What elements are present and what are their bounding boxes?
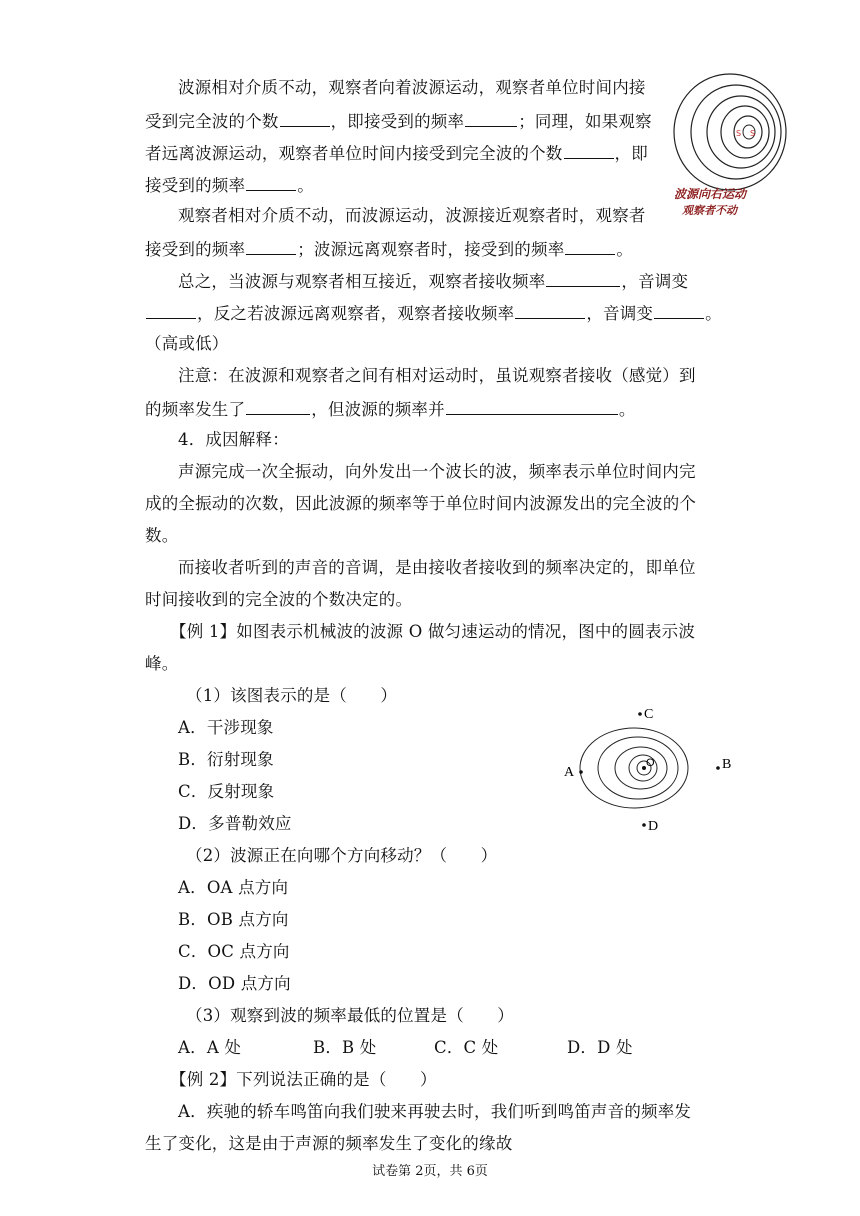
answer-option[interactable]: D．OD 点方向 — [178, 974, 291, 993]
point-b — [716, 766, 720, 770]
text-fragment: 总之，当波源与观察者相互接近，观察者接收频率 — [178, 272, 546, 291]
answer-option[interactable]: A．干涉现象 — [178, 718, 274, 737]
point-label-b: B — [722, 757, 732, 772]
answer-option[interactable]: D．多普勒效应 — [178, 814, 292, 833]
text-fragment: ；波源远离观察者时，接受到的频率 — [297, 240, 565, 259]
question: （1）该图表示的是（ ） — [186, 686, 398, 705]
text-line — [145, 302, 722, 324]
fill-blank[interactable] — [446, 398, 618, 415]
example-heading: 【例 1】如图表示机械波的波源 O 做匀速运动的情况，图中的圆表示波 — [170, 622, 696, 641]
observer-label: S — [736, 129, 742, 138]
text-line: 观察者相对介质不动，而波源运动，波源接近观察者时，观察者 — [178, 206, 646, 225]
fill-blank[interactable] — [246, 238, 296, 255]
text-line: 生了变化，这是由于声源的频率发生了变化的缘故 — [145, 1134, 513, 1153]
point-a — [579, 770, 583, 774]
answer-option[interactable]: A．A 处 — [178, 1038, 242, 1057]
text-line — [145, 110, 652, 132]
answer-option[interactable]: B．B 处 — [313, 1038, 377, 1057]
text-fragment: 受到完全波的个数 — [145, 112, 279, 131]
wavefront — [598, 737, 678, 799]
point-label-c: C — [644, 707, 654, 722]
answer-option[interactable]: C．C 处 — [434, 1038, 499, 1057]
text-line: 而接收者听到的声音的音调，是由接收者接收到的频率决定的，即单位 — [178, 558, 696, 577]
text-fragment: ，即接受到的频率 — [330, 112, 465, 131]
doppler-figure — [672, 66, 794, 222]
fill-blank[interactable] — [465, 110, 517, 127]
fill-blank[interactable] — [246, 174, 296, 191]
wave-source-figure — [560, 700, 740, 840]
text-fragment: 者远离波源运动，观察者单位时间内接受到完全波的个数 — [145, 144, 563, 163]
section-heading: 4．成因解释： — [178, 430, 289, 449]
text-fragment: ，即 — [614, 144, 648, 163]
text-fragment: ；同理，如果观察 — [518, 112, 652, 131]
source-label: S — [750, 129, 756, 138]
answer-option[interactable]: A．OA 点方向 — [178, 878, 289, 897]
text-fragment: 接受到的频率 — [145, 176, 246, 195]
answer-option[interactable]: C．反射现象 — [178, 782, 275, 801]
fill-blank[interactable] — [546, 270, 620, 287]
wavefront — [580, 728, 688, 808]
example-heading: 【例 2】下列说法正确的是（ ） — [170, 1070, 437, 1089]
text-line: （高或低） — [145, 334, 229, 353]
text-line: 数。 — [145, 526, 179, 545]
text-fragment: 。 — [618, 400, 636, 419]
text-fragment: 接受到的频率 — [145, 240, 246, 259]
text-line: 声源完成一次全振动，向外发出一个波长的波，频率表示单位时间内完 — [178, 462, 696, 481]
text-line — [178, 270, 688, 292]
point-label-o: O — [646, 757, 655, 769]
text-line — [145, 142, 648, 164]
answer-option[interactable]: C．OC 点方向 — [178, 942, 290, 961]
text-line: 峰。 — [145, 654, 179, 673]
text-line — [145, 174, 314, 196]
answer-option[interactable]: D．D 处 — [567, 1038, 633, 1057]
text-fragment: ，音调变 — [621, 272, 689, 291]
text-fragment: 。 — [616, 240, 634, 259]
question: （2）波源正在向哪个方向移动？（ ） — [186, 846, 498, 865]
fill-blank[interactable] — [515, 302, 585, 319]
fill-blank[interactable] — [565, 238, 615, 255]
text-line: 注意：在波源和观察者之间有相对运动时，虽说观察者接收（感觉）到 — [178, 366, 696, 385]
text-line: 时间接收到的完全波的个数决定的。 — [145, 590, 413, 609]
text-fragment: ，反之若波源远离观察者，观察者接收频率 — [197, 304, 515, 323]
answer-option[interactable]: B．OB 点方向 — [178, 910, 289, 929]
point-d — [642, 823, 646, 827]
text-line: 成的全振动的次数，因此波源的频率等于单位时间内波源发出的完全波的个 — [145, 494, 697, 513]
text-fragment: 的频率发生了 — [145, 400, 246, 419]
wavefront — [615, 747, 667, 789]
answer-option[interactable]: A．疾驰的轿车鸣笛向我们驶来再驶去时，我们听到鸣笛声音的频率发 — [178, 1102, 692, 1121]
text-fragment: ，音调变 — [586, 304, 654, 323]
fill-blank[interactable] — [246, 398, 310, 415]
text-line — [145, 238, 633, 260]
fill-blank[interactable] — [146, 302, 196, 319]
answer-option[interactable]: B．衍射现象 — [178, 750, 274, 769]
question: （3）观察到波的频率最低的位置是（ ） — [186, 1006, 514, 1025]
point-c — [638, 712, 642, 716]
figure-caption: 波源向右运动 — [674, 187, 747, 201]
point-label-d: D — [648, 819, 659, 834]
text-fragment: 。 — [297, 176, 314, 195]
text-line — [145, 398, 636, 420]
fill-blank[interactable] — [280, 110, 330, 127]
text-fragment: 。 — [705, 304, 722, 323]
text-line: 波源相对介质不动，观察者向着波源运动，观察者单位时间内接 — [178, 78, 646, 97]
text-fragment: ，但波源的频率并 — [311, 400, 445, 419]
fill-blank[interactable] — [564, 142, 614, 159]
point-label-a: A — [564, 765, 575, 780]
figure-caption: 观察者不动 — [682, 204, 737, 217]
page-footer: 试卷第 2页，共 6页 — [372, 1164, 488, 1179]
fill-blank[interactable] — [654, 302, 704, 319]
